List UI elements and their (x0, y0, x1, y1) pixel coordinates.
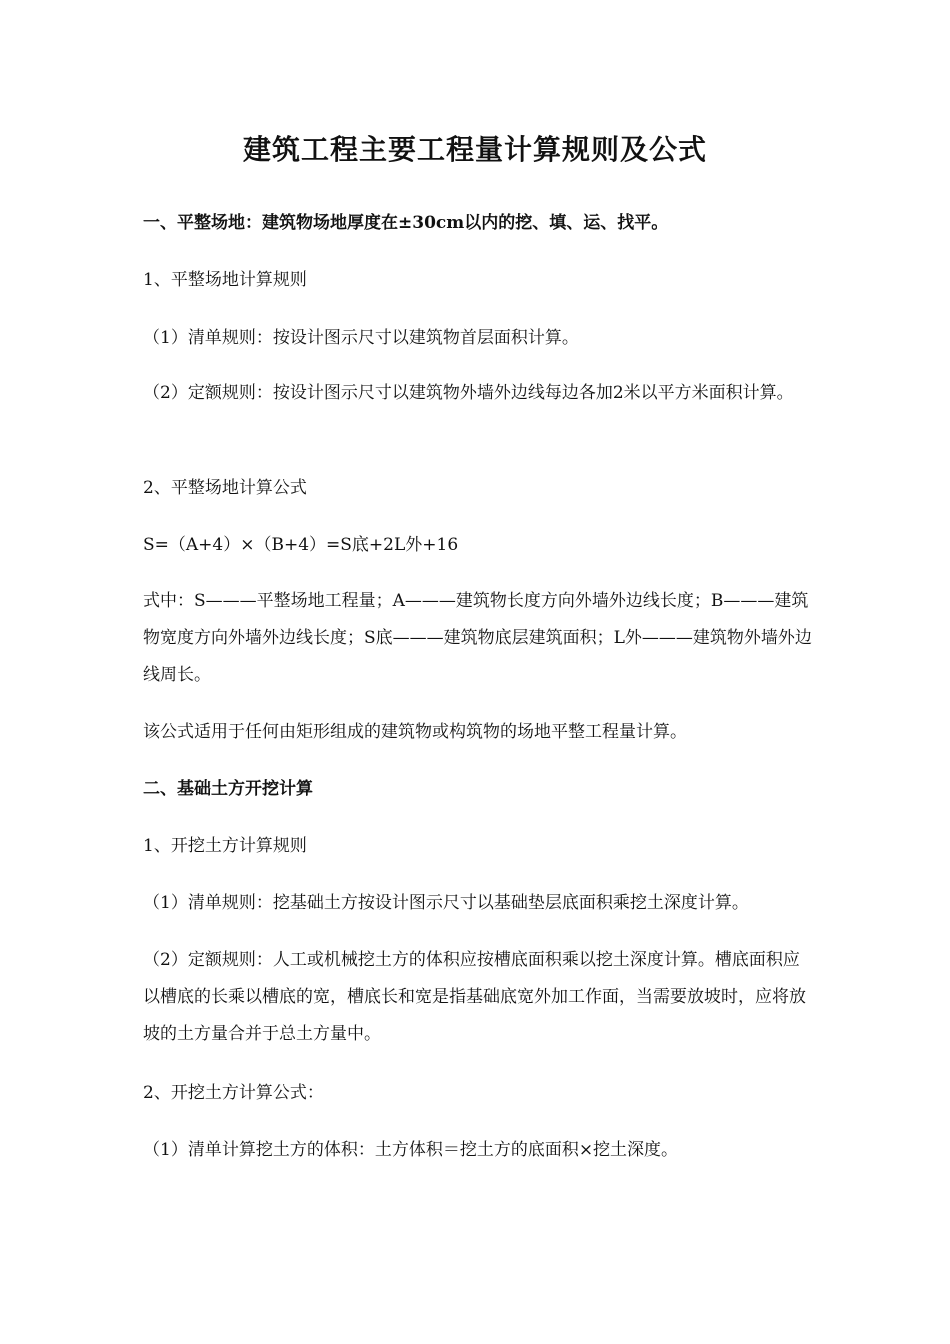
paragraph-volume-formula: （1）清单计算挖土方的体积：土方体积＝挖土方的底面积×挖土深度。 (143, 1140, 679, 1160)
document-title: 建筑工程主要工程量计算规则及公式 (242, 133, 707, 166)
subheading-1-2: 2、平整场地计算公式 (143, 478, 307, 498)
formula-explanation: 式中：S———平整场地工程量；A———建筑物长度方向外墙外边线长度；B———建筑物宽度方向外墙外边线长度；S底———建筑物底层建筑面积；L外———建筑物外墙外边线周长。 (143, 591, 812, 685)
section-heading-1: 一、平整场地：建筑物场地厚度在±30cm以内的挖、填、运、找平。 (143, 213, 669, 233)
paragraph-quota-rule-2: （2）定额规则：人工或机械挖土方的体积应按槽底面积乘以挖土深度计算。槽底面积应以槽底的长乘以槽底的宽，槽底长和宽是指基础底宽外加工作面，当需要放坡时，应将放坡的土方量合并于总土方量中。 (143, 950, 806, 1044)
paragraph-quota-rule: （2）定额规则：按设计图示尺寸以建筑物外墙外边线每边各加2米以平方米面积计算。 (143, 383, 794, 403)
paragraph-list-rule: （1）清单规则：按设计图示尺寸以建筑物首层面积计算。 (143, 328, 579, 348)
paragraph-list-rule-2: （1）清单规则：挖基础土方按设计图示尺寸以基础垫层底面积乘挖土深度计算。 (143, 893, 749, 913)
subheading-1-1: 1、平整场地计算规则 (143, 270, 307, 290)
formula-applicability: 该公式适用于任何由矩形组成的建筑物或构筑物的场地平整工程量计算。 (143, 722, 687, 742)
formula-line: S=（A+4）×（B+4）=S底+2L外+16 (143, 535, 459, 555)
subheading-2-2: 2、开挖土方计算公式： (143, 1083, 324, 1103)
section-heading-2: 二、基础土方开挖计算 (143, 779, 313, 799)
subheading-2-1: 1、开挖土方计算规则 (143, 836, 307, 856)
